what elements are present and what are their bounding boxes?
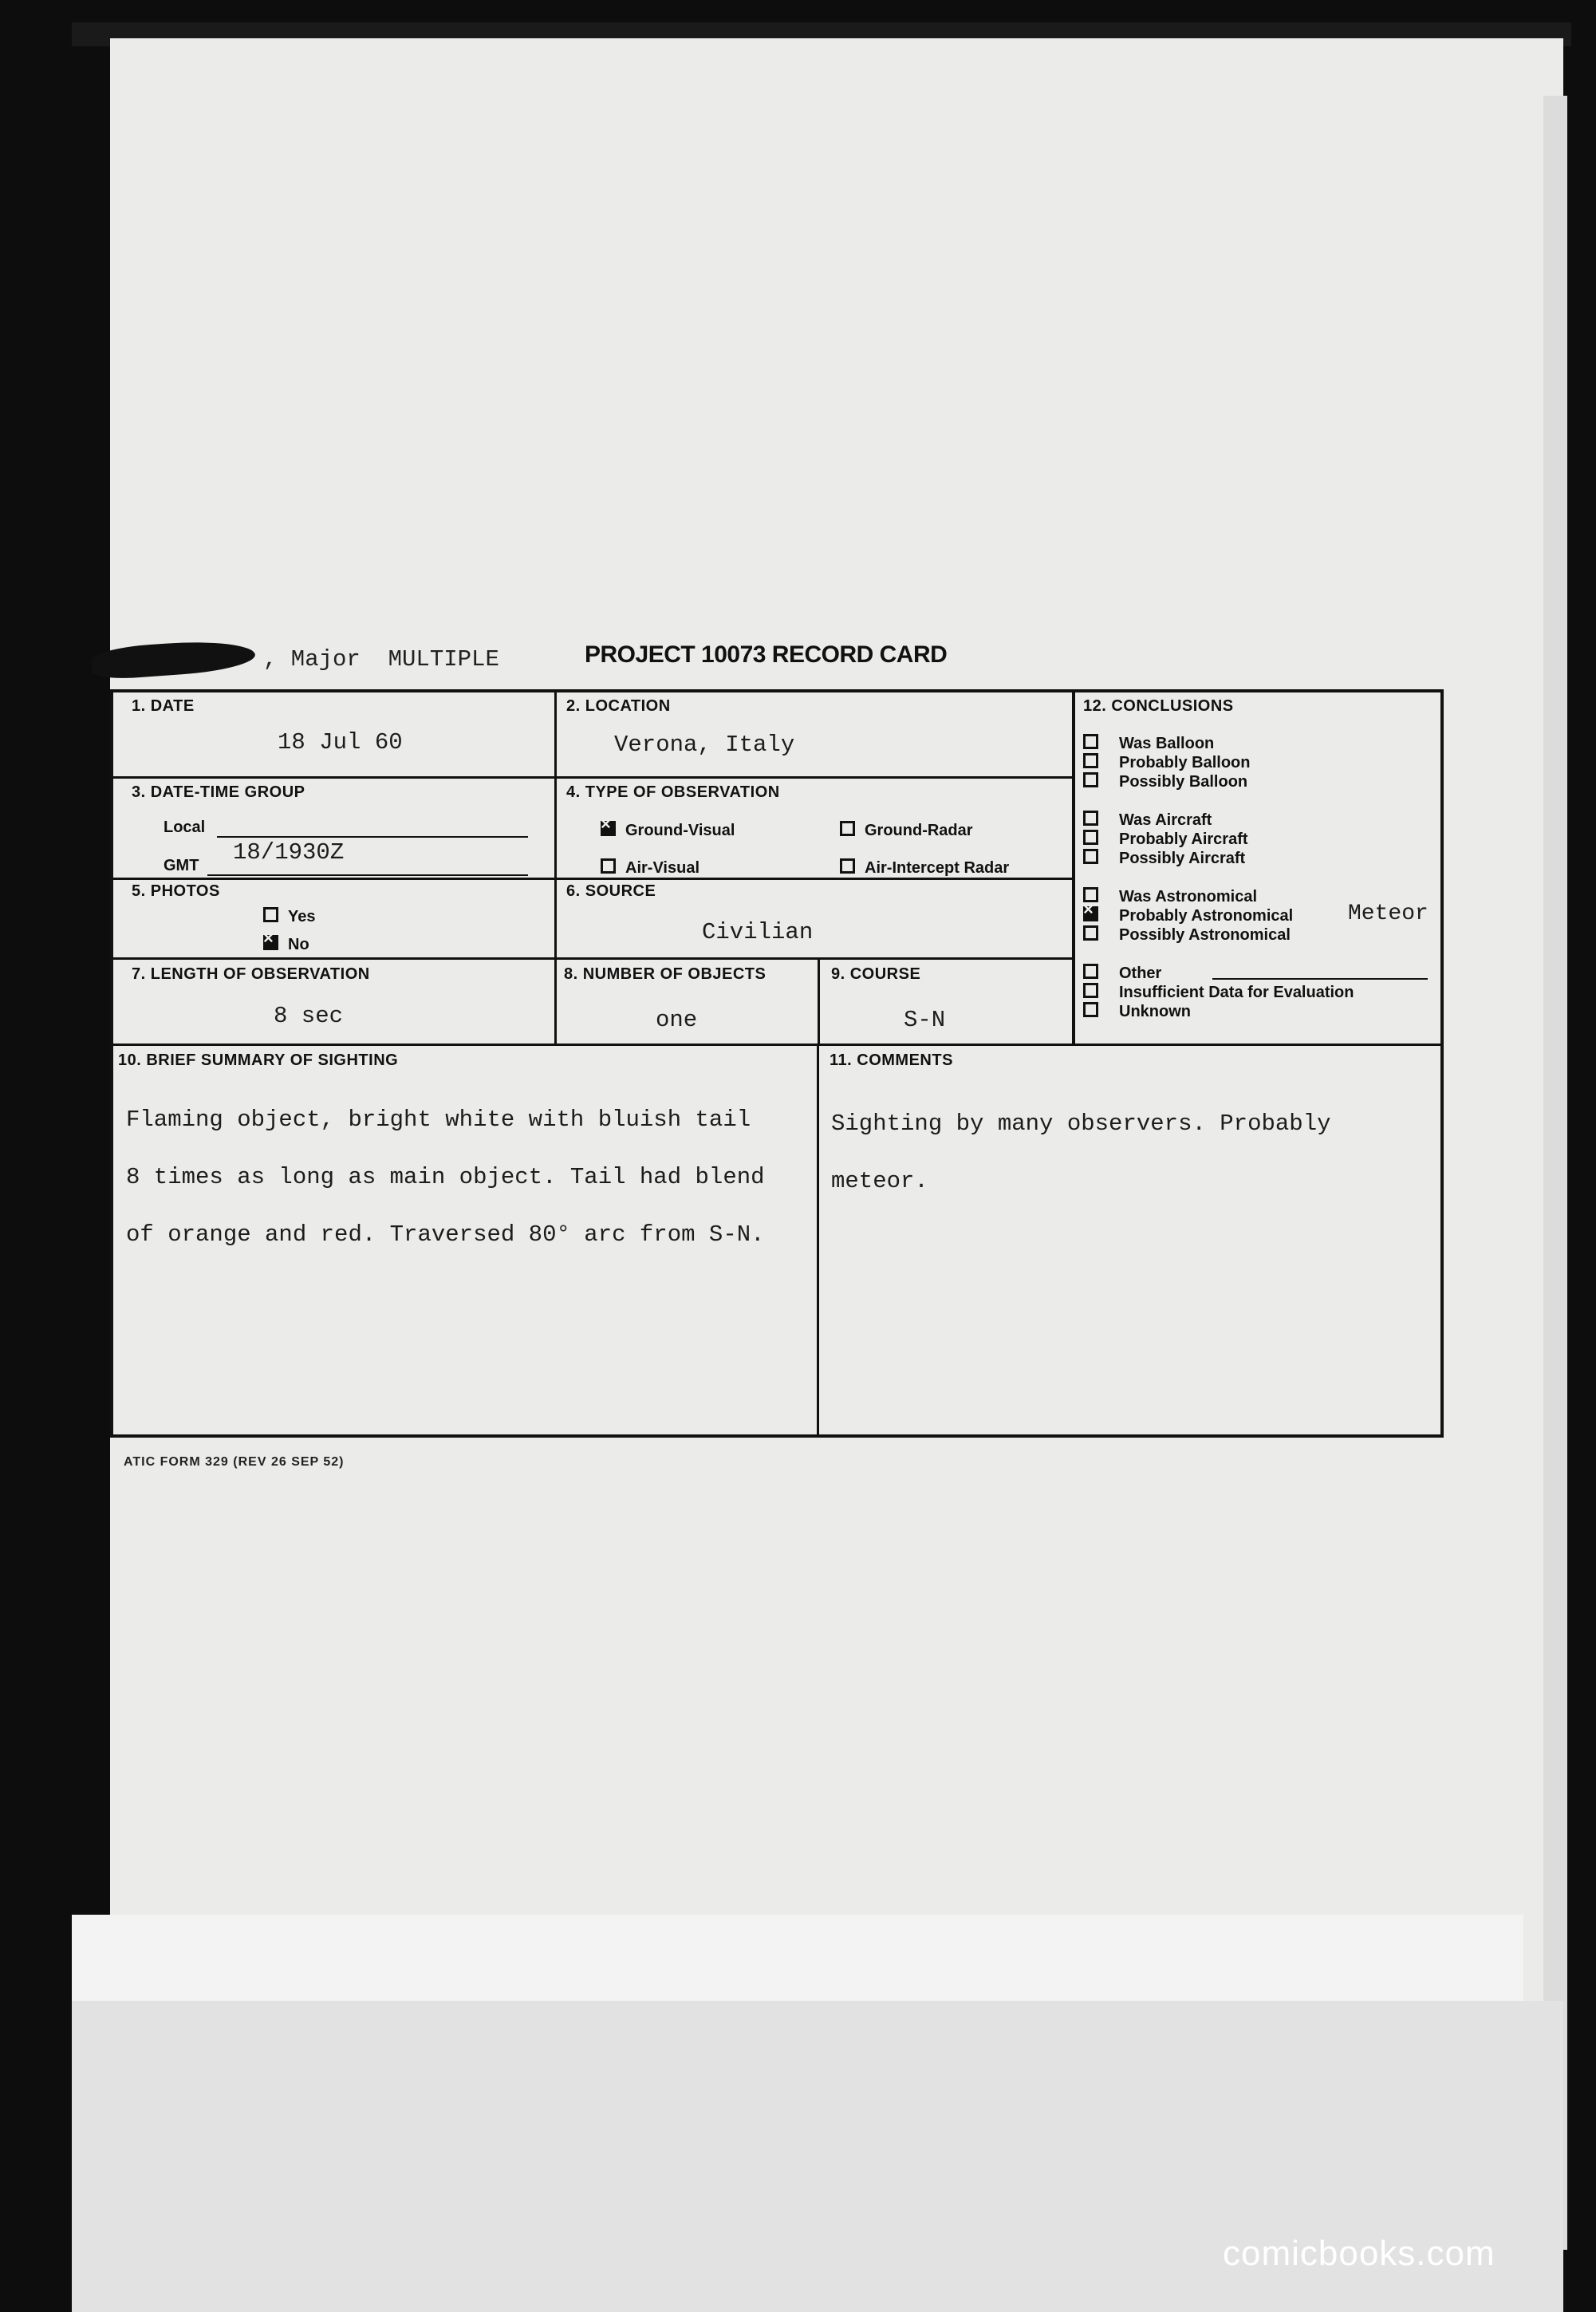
conclusion-other: Other	[1083, 964, 1161, 983]
summary-line: 8 times as long as main object. Tail had blend	[126, 1164, 765, 1190]
num-objects-value: one	[656, 1007, 698, 1033]
checkbox-icon	[1083, 849, 1098, 864]
card-title: PROJECT 10073 RECORD CARD	[585, 641, 948, 668]
conclusion-handwritten-note: Meteor	[1348, 902, 1429, 926]
checkbox-icon	[1083, 983, 1098, 998]
divider-row1	[110, 776, 1074, 779]
type-obs-air-intercept-radar: Air-Intercept Radar	[840, 858, 1009, 878]
dtg-gmt-label: GMT	[164, 857, 199, 874]
type-obs-ground-radar: Ground-Radar	[840, 821, 973, 840]
summary-line: Flaming object, bright white with bluish tail	[126, 1107, 751, 1133]
length-label: 7. LENGTH OF OBSERVATION	[132, 965, 370, 983]
conclusion-possibly-astronomical: Possibly Astronomical	[1083, 925, 1291, 945]
checkbox-icon	[1083, 811, 1098, 826]
divider-conclusions	[1072, 689, 1075, 1045]
type-obs-air-visual: Air-Visual	[601, 858, 699, 878]
checkbox-checked-icon	[1083, 906, 1098, 921]
type-obs-ground-visual: ×Ground-Visual	[601, 821, 735, 840]
checkbox-icon	[840, 858, 855, 874]
source-label: 6. SOURCE	[566, 882, 656, 900]
checkbox-checked-icon	[601, 821, 616, 836]
location-label: 2. LOCATION	[566, 697, 671, 715]
conclusion-probably-aircraft: Probably Aircraft	[1083, 830, 1248, 849]
divider-row4	[110, 1044, 1444, 1046]
conclusion-other-line	[1212, 978, 1428, 980]
location-value: Verona, Italy	[614, 732, 795, 758]
divider-row2	[110, 878, 1074, 880]
dtg-gmt-line	[207, 874, 528, 876]
checkbox-icon	[1083, 964, 1098, 979]
summary-line: of orange and red. Traversed 80° arc from S-N.	[126, 1221, 765, 1248]
conclusions-label: 12. CONCLUSIONS	[1083, 697, 1234, 715]
scan-edge	[1543, 96, 1567, 2250]
course-value: S-N	[904, 1007, 946, 1033]
checkbox-icon	[263, 907, 278, 922]
source-value: Civilian	[702, 919, 814, 945]
conclusion-was-balloon: Was Balloon	[1083, 734, 1214, 753]
dtg-local-label: Local	[164, 819, 206, 836]
checkbox-icon	[1083, 925, 1098, 941]
conclusion-possibly-aircraft: Possibly Aircraft	[1083, 849, 1245, 868]
checkbox-icon	[840, 821, 855, 836]
checkbox-icon	[1083, 830, 1098, 845]
checkbox-checked-icon	[263, 935, 278, 950]
comments-text	[831, 1081, 1331, 1225]
conclusion-was-aircraft: Was Aircraft	[1083, 811, 1212, 830]
watermark: comicbooks.com	[1223, 2234, 1496, 2273]
course-label: 9. COURSE	[831, 965, 921, 983]
conclusion-insufficient-data: Insufficient Data for Evaluation	[1083, 983, 1354, 1002]
length-value: 8 sec	[274, 1003, 344, 1029]
photos-no: ×No	[263, 935, 309, 954]
dtg-local-line	[217, 836, 528, 838]
photos-label: 5. PHOTOS	[132, 882, 220, 900]
dtg-label: 3. DATE-TIME GROUP	[132, 783, 305, 801]
scan-lower-band	[72, 1915, 1523, 2002]
comments-line: Sighting by many observers. Probably	[831, 1111, 1331, 1137]
conclusion-possibly-balloon: Possibly Balloon	[1083, 772, 1247, 791]
form-id: ATIC FORM 329 (REV 26 SEP 52)	[124, 1455, 345, 1469]
comments-line: meteor.	[831, 1168, 928, 1194]
checkbox-icon	[1083, 772, 1098, 787]
checkbox-icon	[1083, 734, 1098, 749]
comments-label: 11. COMMENTS	[830, 1051, 953, 1069]
divider-col-course	[818, 957, 820, 1045]
conclusion-probably-balloon: Probably Balloon	[1083, 753, 1250, 772]
num-objects-label: 8. NUMBER OF OBJECTS	[564, 965, 766, 983]
type-obs-label: 4. TYPE OF OBSERVATION	[566, 783, 780, 801]
conclusion-unknown: Unknown	[1083, 1002, 1191, 1021]
checkbox-icon	[601, 858, 616, 874]
summary-text	[126, 1077, 765, 1278]
dtg-gmt-value: 18/1930Z	[233, 839, 345, 866]
date-label: 1. DATE	[132, 697, 195, 715]
date-value: 18 Jul 60	[278, 729, 403, 756]
header-name: , Major MULTIPLE	[263, 646, 499, 673]
divider-row3	[110, 957, 1074, 960]
checkbox-icon	[1083, 753, 1098, 768]
conclusion-probably-astronomical: ×Probably Astronomical	[1083, 906, 1293, 925]
photos-yes: Yes	[263, 907, 315, 926]
conclusion-was-astronomical: Was Astronomical	[1083, 887, 1257, 906]
divider-col1	[554, 689, 557, 1045]
checkbox-icon	[1083, 1002, 1098, 1017]
summary-label: 10. BRIEF SUMMARY OF SIGHTING	[118, 1051, 399, 1069]
divider-summary-comments	[817, 1044, 819, 1438]
